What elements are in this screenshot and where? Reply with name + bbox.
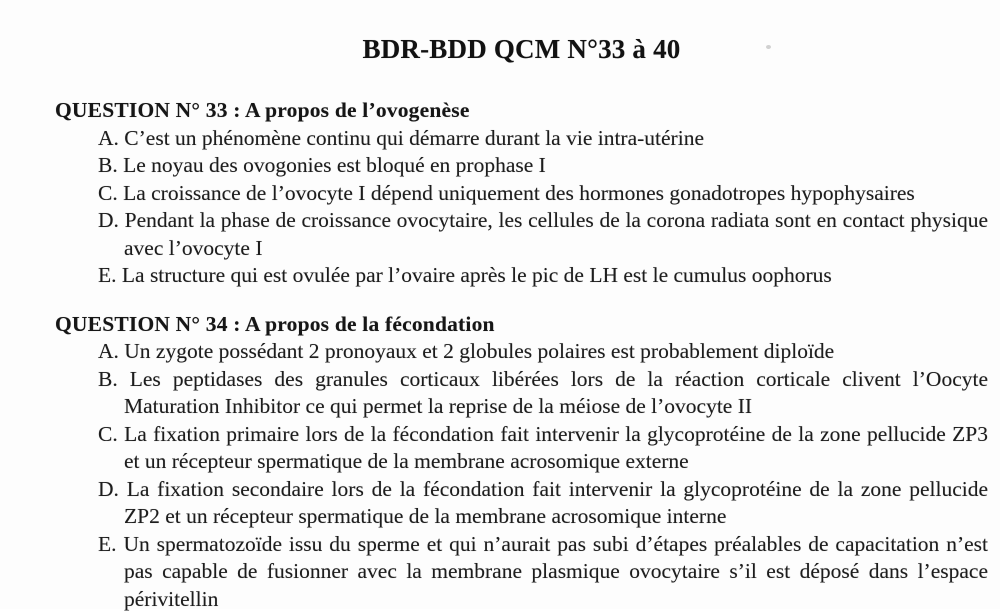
option-item <box>55 125 988 153</box>
document-title: BDR-BDD QCM N°33 à 40 <box>55 34 988 64</box>
option-item <box>55 421 988 476</box>
option-text: La structure qui est ovulée par l’ovaire après le pic de LH est le cumulus oophorus <box>122 263 832 287</box>
option-text: La fixation secondaire lors de la fécondation fait intervenir la glycoprotéine de la zone pellucide ZP2 et un récepteur spermatique de la membrane acrosomique interne <box>124 477 988 529</box>
option-letter: A. <box>98 126 119 150</box>
option-item <box>55 152 988 180</box>
option-item <box>55 531 988 613</box>
option-text: Le noyau des ovogonies est bloqué en prophase I <box>123 153 546 177</box>
option-letter: E. <box>98 263 117 287</box>
question-heading: QUESTION N° 34 : A propos de la fécondation <box>55 311 988 339</box>
question-heading: QUESTION N° 33 : A propos de l’ovogenèse <box>55 97 988 125</box>
option-letter: E. <box>98 532 117 556</box>
option-text: Un spermatozoïde issu du sperme et qui n’aurait pas subi d’étapes préalables de capacitation n’est pas capable de fusionner avec la membrane plasmique ovocytaire s’il est déposé dans l’espace périvitellin <box>123 532 988 611</box>
option-letter: B. <box>98 153 118 177</box>
option-text: Les peptidases des granules corticaux libérées lors de la réaction corticale clivent l’Oocyte Maturation Inhibitor ce qui permet la reprise de la méiose de l’ovocyte II <box>124 367 988 419</box>
option-text: Pendant la phase de croissance ovocytaire, les cellules de la corona radiata sont en contact physique avec l’ovocyte I <box>124 208 988 260</box>
option-item <box>55 207 988 262</box>
questions-list <box>55 97 988 613</box>
option-letter: D. <box>98 477 119 501</box>
option-item <box>55 338 988 366</box>
option-text: C’est un phénomène continu qui démarre durant la vie intra-utérine <box>124 126 704 150</box>
option-letter: B. <box>98 367 118 391</box>
option-text: La croissance de l’ovocyte I dépend uniquement des hormones gonadotropes hypophysaires <box>123 181 915 205</box>
option-item <box>55 476 988 531</box>
option-letter: D. <box>98 208 119 232</box>
option-text: Un zygote possédant 2 pronoyaux et 2 globules polaires est probablement diploïde <box>124 339 834 363</box>
option-item <box>55 366 988 421</box>
question-section <box>55 97 988 290</box>
option-item <box>55 262 988 290</box>
option-item <box>55 180 988 208</box>
question-section <box>55 311 988 613</box>
option-text: La fixation primaire lors de la fécondation fait intervenir la glycoprotéine de la zone pellucide ZP3 et un récepteur spermatique de la membrane acrosomique externe <box>124 422 988 474</box>
option-letter: C. <box>98 181 118 205</box>
option-letter: C. <box>98 422 118 446</box>
document-body <box>55 34 988 613</box>
option-letter: A. <box>98 339 119 363</box>
